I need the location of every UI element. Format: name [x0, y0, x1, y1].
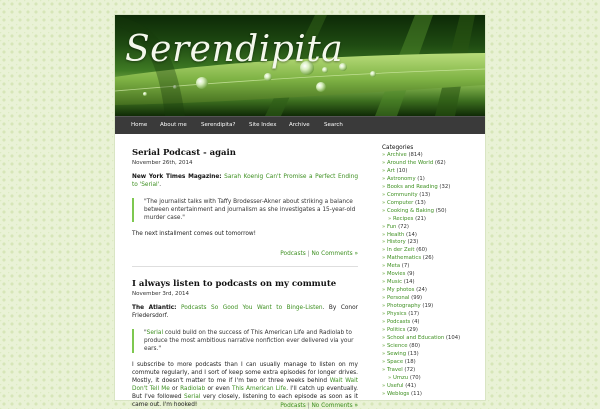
category-item	[382, 335, 485, 343]
bullet-icon: »	[382, 319, 387, 326]
serial-link[interactable]: Serial	[146, 330, 164, 336]
category-link[interactable]: School and Education	[386, 334, 445, 341]
body-text: or even	[205, 386, 232, 392]
intro-end: .	[159, 182, 162, 188]
category-item	[382, 176, 485, 184]
main-nav	[115, 116, 485, 134]
bullet-icon: »	[382, 279, 387, 286]
category-link[interactable]: Weblogs	[386, 390, 410, 397]
category-count: (72)	[404, 366, 416, 373]
post-meta	[280, 251, 358, 257]
post-quote: "The journalist talks with Taffy Brodesser-Akner about striking a balance between entertainment and journalism as she investigates a 15-year-old murder case."	[132, 198, 358, 222]
category-count: (14)	[403, 279, 415, 286]
category-count: (32)	[439, 183, 451, 190]
category-link[interactable]: Art	[386, 167, 395, 174]
post-intro	[132, 304, 358, 320]
bullet-icon: »	[382, 263, 387, 270]
body-text: very closely, listening to each episode as soon as it came out. I'm hooked!	[132, 394, 358, 408]
post-closing: The next installment comes out tomorrow!	[132, 231, 256, 237]
category-item	[382, 168, 485, 176]
category-link[interactable]: Computer	[386, 199, 414, 206]
category-item	[382, 295, 485, 303]
bullet-icon: »	[382, 152, 387, 158]
category-count: (7)	[401, 263, 410, 270]
category-item	[382, 375, 485, 383]
category-count: (80)	[409, 342, 421, 349]
bullet-icon: »	[382, 334, 387, 341]
category-item	[382, 351, 485, 359]
category-item	[382, 303, 485, 311]
category-count: (23)	[407, 239, 419, 246]
category-count: (17)	[408, 311, 420, 318]
category-link[interactable]: In der Zeit	[386, 247, 415, 254]
category-link[interactable]: Science	[386, 342, 408, 349]
category-item	[382, 208, 485, 216]
post	[132, 279, 358, 409]
post-title[interactable]: Serial Podcast - again	[132, 148, 236, 158]
category-item	[382, 255, 485, 263]
quote-rest: could build on the success of This American Life and Radiolab to produce the most ambitious narrative nonfiction ever delivered via your ears."	[144, 330, 354, 352]
article-link[interactable]: Sarah Koenig Can't Promise a Perfect Ending to 'Serial'	[132, 174, 359, 188]
category-link[interactable]: Podcasts	[280, 403, 306, 409]
category-item	[382, 279, 485, 287]
category-link[interactable]: My photos	[386, 287, 415, 294]
category-item	[382, 160, 485, 168]
category-count: (13)	[419, 191, 431, 198]
category-count: (24)	[416, 287, 427, 294]
nav-home[interactable]: Home	[131, 122, 148, 128]
bullet-icon: »	[382, 382, 387, 389]
category-link[interactable]: Podcasts	[280, 251, 306, 257]
category-item	[382, 311, 485, 319]
nav-site-index[interactable]: Site Index	[249, 122, 277, 128]
category-link[interactable]: Music	[386, 279, 403, 286]
bullet-icon: »	[382, 342, 387, 349]
post	[132, 148, 359, 257]
category-link[interactable]: Cooking & Baking	[386, 207, 435, 214]
body-text: I subscribe to more podcasts than I can usually manage to listen on my commute regularly, and I sort of keep some extra episodes for longer drives. Mostly, it doesn't matter to me if I'm two or three weeks behind	[132, 362, 358, 384]
bullet-icon: »	[382, 350, 387, 357]
sidebar	[382, 144, 485, 399]
nav-about-me[interactable]: About me	[160, 122, 187, 128]
category-item	[382, 327, 485, 335]
bullet-icon: »	[382, 271, 387, 278]
category-link[interactable]: Meta	[386, 263, 401, 270]
category-link[interactable]: Photography	[386, 303, 421, 310]
post-quote	[132, 329, 358, 353]
category-count: (9)	[407, 271, 415, 278]
category-link[interactable]: Podcasts	[386, 319, 411, 326]
categories-heading: Categories	[382, 145, 414, 151]
bullet-icon: »	[382, 247, 387, 254]
bullet-icon: »	[382, 311, 387, 318]
bullet-icon: »	[382, 191, 387, 198]
category-link[interactable]: Umzu	[392, 374, 409, 381]
category-link[interactable]: Movies	[386, 271, 406, 278]
source-name: New York Times Magazine:	[132, 174, 222, 180]
header-banner	[115, 15, 485, 116]
category-link[interactable]: Travel	[386, 366, 403, 373]
bullet-icon: »	[388, 215, 393, 222]
post-intro	[132, 173, 358, 189]
source-name: The Atlantic:	[132, 305, 177, 311]
post-divider	[132, 266, 358, 267]
serial-link[interactable]: Serial	[184, 394, 201, 400]
category-link[interactable]: Around the World	[386, 159, 434, 166]
category-link[interactable]: Archive	[386, 152, 407, 158]
post-title[interactable]: I always listen to podcasts on my commute	[132, 279, 337, 289]
comments-link[interactable]: No Comments »	[311, 251, 358, 257]
bullet-icon: »	[388, 374, 393, 381]
category-link[interactable]: Fun	[386, 223, 397, 230]
category-count: (1)	[417, 175, 425, 182]
category-link[interactable]: Health	[386, 231, 405, 238]
category-count: (21)	[415, 215, 426, 222]
body-text: or	[169, 386, 181, 392]
category-count: (4)	[412, 319, 420, 326]
bullet-icon: »	[382, 303, 387, 310]
bullet-icon: »	[382, 159, 387, 166]
category-count: (70)	[409, 374, 421, 381]
category-item	[382, 239, 485, 247]
category-item	[382, 343, 485, 351]
category-link[interactable]: History	[386, 239, 406, 246]
post-meta	[280, 403, 358, 409]
category-item	[382, 247, 485, 255]
nav-search[interactable]: Search	[324, 122, 343, 128]
category-item	[382, 271, 485, 279]
category-item	[382, 200, 485, 208]
bullet-icon: »	[382, 287, 387, 294]
category-count: (814)	[408, 152, 423, 158]
category-count: (18)	[404, 358, 416, 365]
bullet-icon: »	[382, 207, 387, 214]
category-count: (11)	[411, 390, 422, 397]
wait-wait-link[interactable]: Wait Wait Don't Tell Me	[132, 378, 358, 392]
article-link[interactable]: Podcasts So Good You Want to Binge-Listen	[180, 305, 323, 311]
category-count: (72)	[398, 223, 409, 230]
category-item	[382, 263, 485, 271]
category-link[interactable]: Space	[386, 358, 404, 365]
category-link[interactable]: Books and Reading	[386, 183, 438, 190]
bullet-icon: »	[382, 231, 387, 238]
bullet-icon: »	[382, 358, 387, 365]
category-count: (29)	[407, 326, 418, 333]
category-item	[382, 232, 485, 240]
category-item	[382, 383, 485, 391]
meta-separator: |	[305, 251, 312, 257]
category-link[interactable]: Astronomy	[386, 175, 416, 182]
category-count: (99)	[411, 295, 423, 302]
category-item	[382, 359, 485, 367]
category-count: (19)	[422, 303, 434, 310]
this-american-life-link[interactable]: This American Life	[231, 386, 287, 392]
nav-archive[interactable]: Archive	[289, 122, 310, 128]
bullet-icon: »	[382, 390, 387, 397]
category-link[interactable]: Recipes	[392, 215, 414, 222]
category-link[interactable]: Physics	[386, 311, 407, 318]
nav-serendipita[interactable]: Serendipita?	[201, 122, 236, 128]
category-item	[382, 391, 485, 399]
category-count: (10)	[396, 167, 408, 174]
category-count: (41)	[405, 382, 417, 389]
quote-open: "	[144, 330, 147, 336]
category-link[interactable]: Community	[386, 191, 418, 198]
category-item	[382, 216, 485, 224]
category-count: (26)	[422, 255, 434, 262]
category-item	[382, 152, 485, 160]
intro-end: . By Conor Friedersdorf.	[132, 305, 359, 319]
category-link[interactable]: Useful	[386, 382, 404, 389]
post-date: November 26th, 2014	[132, 160, 193, 166]
category-count: (13)	[407, 350, 419, 357]
category-count: (104)	[445, 334, 461, 341]
bullet-icon: »	[382, 223, 387, 230]
category-link[interactable]: Sewing	[386, 350, 407, 357]
category-item	[382, 287, 485, 295]
radiolab-link[interactable]: Radiolab	[180, 386, 206, 392]
bullet-icon: »	[382, 175, 387, 182]
bullet-icon: »	[382, 255, 387, 262]
category-item	[382, 192, 485, 200]
category-count: (13)	[414, 199, 426, 206]
bullet-icon: »	[382, 167, 387, 174]
site-title[interactable]: Serendipita	[125, 29, 344, 70]
body-text: . I'll catch up eventually. But I've followed	[132, 386, 358, 400]
category-count: (60)	[416, 247, 428, 254]
bullet-icon: »	[382, 183, 387, 190]
category-item	[382, 224, 485, 232]
category-link[interactable]: Politics	[386, 326, 406, 333]
comments-link[interactable]: No Comments »	[311, 403, 358, 409]
bullet-icon: »	[382, 295, 387, 302]
bullet-icon: »	[382, 239, 387, 246]
post-date: November 3rd, 2014	[132, 291, 190, 297]
meta-separator: |	[305, 403, 312, 409]
category-item	[382, 184, 485, 192]
category-link[interactable]: Mathematics	[386, 255, 422, 262]
bullet-icon: »	[382, 199, 387, 206]
bullet-icon: »	[382, 326, 387, 333]
page-container	[115, 15, 485, 409]
category-list	[382, 152, 485, 399]
category-count: (62)	[434, 159, 446, 166]
category-item	[382, 367, 485, 375]
category-count: (14)	[406, 231, 417, 238]
post-body	[132, 361, 358, 409]
category-count: (50)	[435, 207, 447, 214]
bullet-icon: »	[382, 366, 387, 373]
category-item	[382, 319, 485, 327]
category-link[interactable]: Personal	[386, 295, 410, 302]
